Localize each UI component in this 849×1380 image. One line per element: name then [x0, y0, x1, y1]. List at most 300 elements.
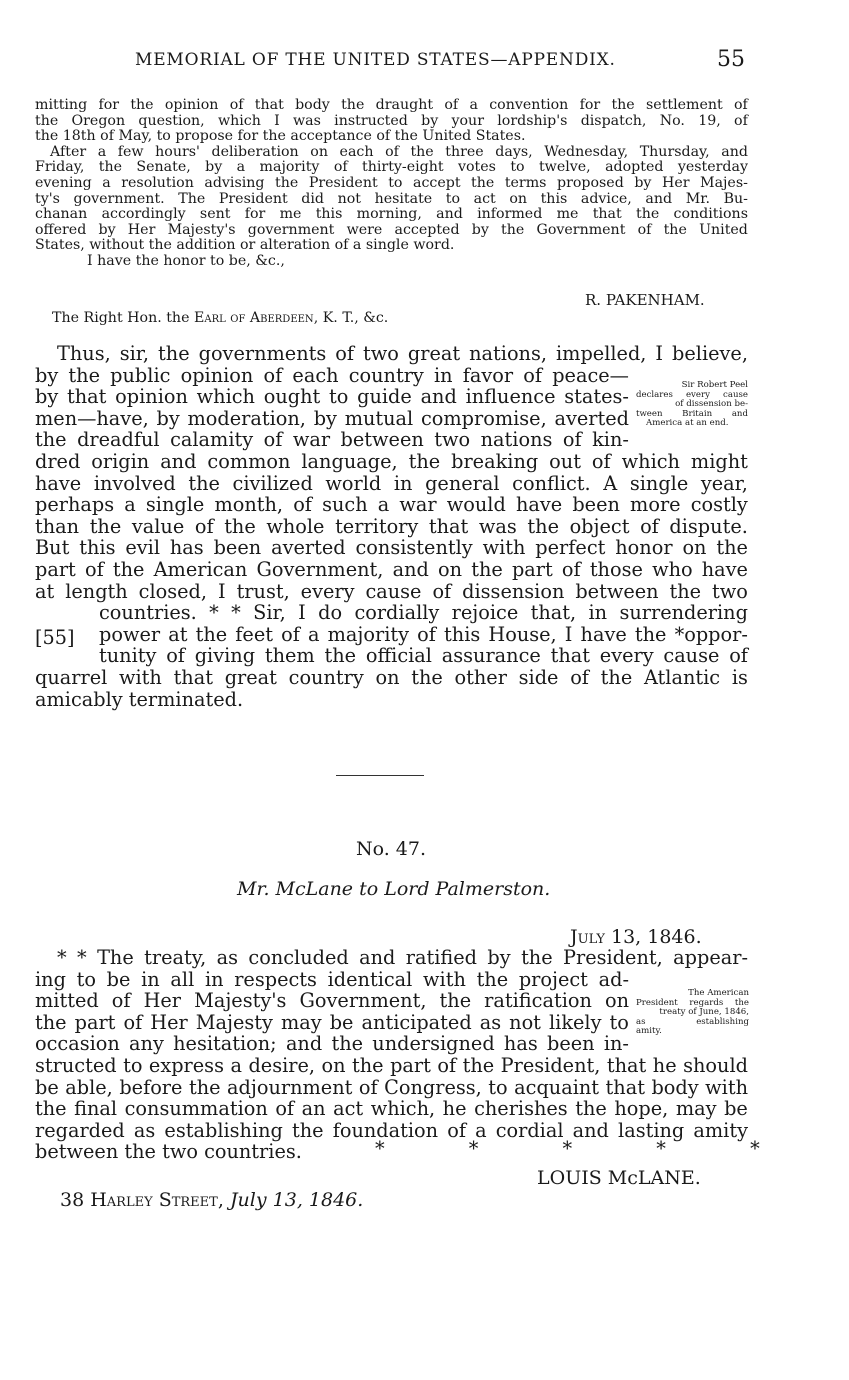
word: assurance [441, 644, 541, 668]
document-number: No. 47. [356, 838, 427, 860]
word: two [363, 342, 399, 365]
word: resolution [121, 174, 194, 191]
word: the [195, 622, 228, 646]
word: cordially [354, 601, 440, 625]
word: thirty-eight [362, 159, 444, 176]
word: President, [563, 946, 663, 969]
word: the [611, 97, 635, 113]
word: question, [138, 112, 205, 129]
word: costly [690, 493, 748, 517]
word: body [651, 1075, 699, 1099]
word: the [410, 143, 434, 160]
word: amity [693, 1118, 748, 1142]
word: origin [91, 449, 150, 473]
word: structed [35, 1053, 117, 1077]
text-line [35, 667, 748, 689]
word: the [521, 946, 553, 969]
text-line [50, 145, 748, 161]
word: convention [489, 97, 569, 113]
word: by [156, 406, 180, 430]
word: identical [327, 967, 413, 991]
word: out [549, 449, 581, 473]
word: be [35, 1075, 59, 1099]
word: and [392, 557, 429, 581]
word: rejoice [451, 601, 519, 625]
word: United [699, 221, 748, 238]
word: the [636, 206, 660, 223]
word: that [254, 97, 284, 113]
word: by [313, 406, 337, 430]
word: not [337, 190, 361, 207]
word: offered [35, 221, 87, 238]
word: that [173, 665, 213, 689]
word: After [50, 143, 87, 160]
word: the [462, 1053, 495, 1077]
word: morning, [356, 206, 422, 223]
word: calamity [170, 428, 254, 452]
word: opinion [180, 363, 254, 387]
word: of [432, 579, 452, 603]
word: of [385, 143, 399, 160]
word: believe, [672, 342, 748, 365]
word: guide [357, 385, 412, 409]
word: of [335, 342, 355, 365]
word: averted [271, 536, 346, 560]
word: the [352, 1053, 384, 1077]
word: treaty, [144, 946, 207, 969]
word: settlement [646, 97, 723, 113]
word: value [131, 514, 185, 538]
place-address: 38 Harley Street [60, 1189, 218, 1211]
word: part [511, 557, 553, 581]
word: governments [198, 342, 327, 365]
word: Thursday, [639, 143, 710, 160]
word: Majesty [195, 1010, 273, 1034]
word: conditions [673, 206, 748, 223]
text-line [35, 1033, 629, 1055]
word: in [434, 363, 453, 387]
addressee-name: Earl of Aberdeen [193, 310, 314, 326]
word: hesitation; [173, 1032, 277, 1056]
word: The [178, 190, 206, 207]
pakenham-signature: R. PAKENHAM. [585, 291, 705, 309]
word: on [310, 143, 328, 160]
word: that [606, 1053, 647, 1077]
word: year, [700, 471, 748, 495]
word: on [438, 557, 463, 581]
word: is [731, 665, 748, 689]
word: the [411, 665, 443, 689]
word: sir, [119, 342, 150, 365]
word: body [295, 97, 330, 113]
word: of [333, 159, 348, 176]
word: Friday, [35, 159, 85, 176]
word: Her [143, 989, 182, 1013]
word: of [111, 989, 131, 1013]
word: tween [636, 408, 663, 419]
text-line [35, 176, 748, 192]
word: that [592, 206, 622, 223]
text-line [35, 114, 748, 130]
word: this [540, 190, 568, 207]
word: be [329, 1010, 354, 1034]
word: than [35, 514, 80, 538]
word: few [117, 143, 144, 160]
text-line [35, 365, 629, 387]
word: before [119, 1075, 183, 1099]
word: this [79, 536, 116, 560]
word: every [599, 644, 654, 668]
word: * [77, 946, 87, 969]
word: the [35, 428, 67, 452]
word: a [475, 1118, 487, 1142]
word: as [216, 946, 239, 969]
word: Government [536, 221, 626, 238]
word: and [436, 206, 463, 223]
word: world [325, 471, 382, 495]
word: of [275, 1097, 295, 1121]
word: with [119, 665, 162, 689]
word: two [712, 579, 748, 603]
word: may [281, 1010, 322, 1034]
text-line [35, 494, 748, 516]
word: accept [412, 174, 461, 191]
word: breaking [451, 449, 539, 473]
word: single [145, 493, 205, 517]
word: by [634, 174, 652, 191]
document-title: Mr. McLane to Lord Palmerston. [237, 878, 551, 900]
word: part [74, 1010, 116, 1034]
word: adopted [605, 159, 664, 176]
word: quarrel [35, 665, 108, 689]
word: occasion [35, 1032, 120, 1056]
word: have [701, 557, 748, 581]
word: the [471, 557, 503, 581]
word: of [447, 1118, 466, 1142]
word: ad- [598, 967, 629, 991]
word: perfect [535, 536, 606, 560]
word: on [604, 989, 629, 1013]
word: and [160, 449, 197, 473]
word: the [324, 644, 357, 668]
word: have [35, 471, 82, 495]
text-line [35, 581, 748, 603]
word: part [390, 1053, 431, 1077]
word: a [377, 493, 390, 517]
word: between [575, 579, 659, 603]
word: dissension [462, 579, 565, 603]
word: that [67, 385, 107, 409]
word: for [98, 97, 120, 113]
word: Wednesday, [544, 143, 629, 160]
word: would [446, 493, 506, 517]
word: and [285, 1032, 323, 1056]
word: power [99, 622, 161, 646]
word: Britain [682, 408, 713, 419]
note-line: Sir Robert Peel [681, 380, 748, 390]
word: as [133, 1118, 156, 1142]
word: a [97, 143, 107, 160]
word: of [437, 1053, 457, 1077]
word: the [130, 97, 154, 113]
word: votes [457, 159, 496, 176]
word: the [331, 1032, 364, 1056]
word: object [569, 514, 630, 538]
text-line [35, 223, 748, 239]
word: been [572, 493, 620, 517]
word: may [675, 1097, 717, 1121]
word: of [166, 644, 185, 668]
text-line [35, 451, 748, 473]
word: this [444, 622, 481, 646]
text-line [35, 473, 748, 495]
word: establishing [164, 1118, 283, 1142]
text-line [35, 98, 748, 114]
word: ratified [405, 946, 478, 969]
word: Government, [299, 989, 427, 1013]
word: with [423, 967, 466, 991]
note-line: America at an end. [646, 418, 729, 429]
word: to [488, 1075, 508, 1099]
word: House, [488, 622, 557, 646]
word: civilized [232, 471, 313, 495]
word: feet [235, 622, 274, 646]
closing-line: I have the honor to be, &c., [87, 252, 285, 269]
word: of [523, 363, 543, 387]
word: did [301, 190, 324, 207]
ellipsis-stars: * * * * * [375, 1137, 760, 1161]
word: act [473, 190, 496, 207]
page-marker: [55] [35, 626, 75, 649]
word: appear- [673, 946, 748, 969]
word: able, [65, 1075, 113, 1099]
word: an [301, 1097, 326, 1121]
word: informed [477, 206, 543, 223]
word: month, [214, 493, 284, 517]
word: of [358, 1075, 378, 1099]
note-line: treaty of June, 1846, [659, 1007, 749, 1018]
word: the [734, 997, 749, 1008]
text-line [35, 160, 748, 176]
word: other [454, 665, 507, 689]
word: moderation, [187, 406, 306, 430]
word: the [188, 1075, 221, 1099]
word: Congress, [384, 1075, 482, 1099]
word: ought [263, 385, 321, 409]
word: a [236, 159, 246, 176]
text-line [35, 1098, 748, 1120]
word: of [734, 97, 748, 113]
word: express [148, 1053, 224, 1077]
word: Government, [256, 557, 384, 581]
word: Majesty's [194, 989, 287, 1013]
word: Bu- [723, 190, 748, 207]
note-line: The American [688, 988, 749, 998]
document-date: July 13, 1846. [570, 926, 702, 948]
word: mitting [35, 97, 88, 113]
word: by [421, 112, 439, 129]
word: the [341, 97, 365, 113]
word: which [217, 112, 261, 129]
text-line [99, 645, 748, 667]
word: involved [93, 471, 176, 495]
word: which, [370, 1097, 436, 1121]
word: cause [365, 579, 422, 603]
word: with [482, 536, 526, 560]
text-line [57, 343, 748, 365]
word: as [479, 1010, 502, 1034]
text-line [57, 947, 748, 969]
word: adjournment [227, 1075, 353, 1099]
word: by [98, 221, 116, 238]
text-line [35, 1077, 748, 1099]
word: of [263, 428, 283, 452]
word: hesitate [374, 190, 433, 207]
word: tunity [99, 644, 157, 668]
section-divider [336, 775, 424, 776]
word: I [564, 622, 573, 646]
word: Her [127, 221, 156, 238]
word: * [231, 601, 241, 625]
running-title: MEMORIAL OF THE UNITED STATES—APPENDIX. [135, 50, 616, 70]
word: and [420, 385, 457, 409]
word: majority [327, 622, 410, 646]
word: by [35, 363, 59, 387]
word: American [153, 557, 248, 581]
word: war [292, 428, 331, 452]
word: on [321, 1053, 346, 1077]
word: and [359, 946, 396, 969]
word: such [322, 493, 368, 517]
word: have [580, 622, 627, 646]
word: a [230, 1053, 242, 1077]
word: cause [663, 644, 720, 668]
word: yesterday [677, 159, 748, 176]
text-line [35, 386, 629, 408]
word: single [629, 471, 689, 495]
word: acquaint [514, 1075, 600, 1099]
word: were [346, 221, 383, 238]
word: ratification [484, 989, 592, 1013]
word: perhaps [35, 493, 115, 517]
word: and [572, 1118, 609, 1142]
word: to [123, 1053, 143, 1077]
word: Her [661, 174, 690, 191]
text-line [35, 1137, 760, 1164]
word: that [550, 644, 590, 668]
text-line [35, 537, 748, 559]
word: whole [266, 514, 325, 538]
word: the [716, 536, 748, 560]
word: of [293, 493, 312, 517]
word: surrendering [619, 601, 748, 625]
word: of [591, 449, 611, 473]
text-line: States, without the addition or alteration of a single word. [35, 237, 455, 254]
word: language, [301, 449, 398, 473]
word: dispute. [669, 514, 748, 538]
word: that, [530, 601, 577, 625]
word: the [224, 514, 256, 538]
word: every [685, 389, 710, 400]
word: the [98, 159, 122, 176]
word: the [471, 174, 495, 191]
word: in [204, 967, 224, 991]
word: peace— [552, 363, 629, 387]
word: Mr. [685, 190, 710, 207]
word: establishing [696, 1016, 749, 1027]
word: public [110, 363, 171, 387]
word: do [318, 601, 343, 625]
word: President [308, 174, 378, 191]
word: of [281, 622, 300, 646]
word: consistently [355, 536, 473, 560]
word: has [169, 536, 204, 560]
text-line [35, 192, 748, 208]
word: a [308, 622, 320, 646]
word: No. [659, 112, 685, 129]
word: chanan [35, 206, 88, 223]
word: lasting [618, 1118, 685, 1142]
word: days, [495, 143, 533, 160]
word: three [445, 143, 484, 160]
word: and [645, 190, 673, 207]
word: have [515, 493, 563, 517]
word: President, [500, 1053, 601, 1077]
word: giving [194, 644, 256, 668]
word: to [510, 159, 525, 176]
word: government [247, 221, 335, 238]
word: of [194, 514, 214, 538]
word: official [365, 644, 432, 668]
word: evening [35, 174, 92, 191]
word: ing [35, 967, 66, 991]
word: I [274, 112, 280, 129]
word: closed, [138, 579, 208, 603]
mclane-letter-body [35, 946, 760, 1164]
word: majority [259, 159, 320, 176]
word: territory [335, 514, 419, 538]
word: he [442, 1097, 467, 1121]
word: regards [689, 997, 724, 1008]
word: should [683, 1053, 748, 1077]
word: the [476, 967, 509, 991]
word: the [89, 514, 122, 538]
word: of [229, 97, 244, 113]
word: of [570, 665, 589, 689]
word: great [224, 665, 277, 689]
word: me [556, 206, 579, 223]
word: Her [150, 1010, 188, 1034]
word: more [630, 493, 681, 517]
text-line [35, 969, 629, 991]
word: the [663, 221, 687, 238]
place-date: July 13, 1846. [229, 1189, 364, 1211]
word: your [451, 112, 484, 129]
word: part [35, 557, 76, 581]
addressee-suffix: , K. T., &c. [313, 310, 389, 326]
word: final [74, 1097, 118, 1121]
letter-body [35, 98, 748, 270]
word: length [65, 579, 128, 603]
word: on [682, 536, 707, 560]
word: on [375, 665, 400, 689]
word: of [84, 557, 104, 581]
word: me [279, 206, 302, 223]
word: act [333, 1097, 364, 1121]
word: the [669, 579, 702, 603]
word: ty's [35, 190, 60, 207]
mclane-signature: LOUIS McLANE. [537, 1167, 701, 1189]
